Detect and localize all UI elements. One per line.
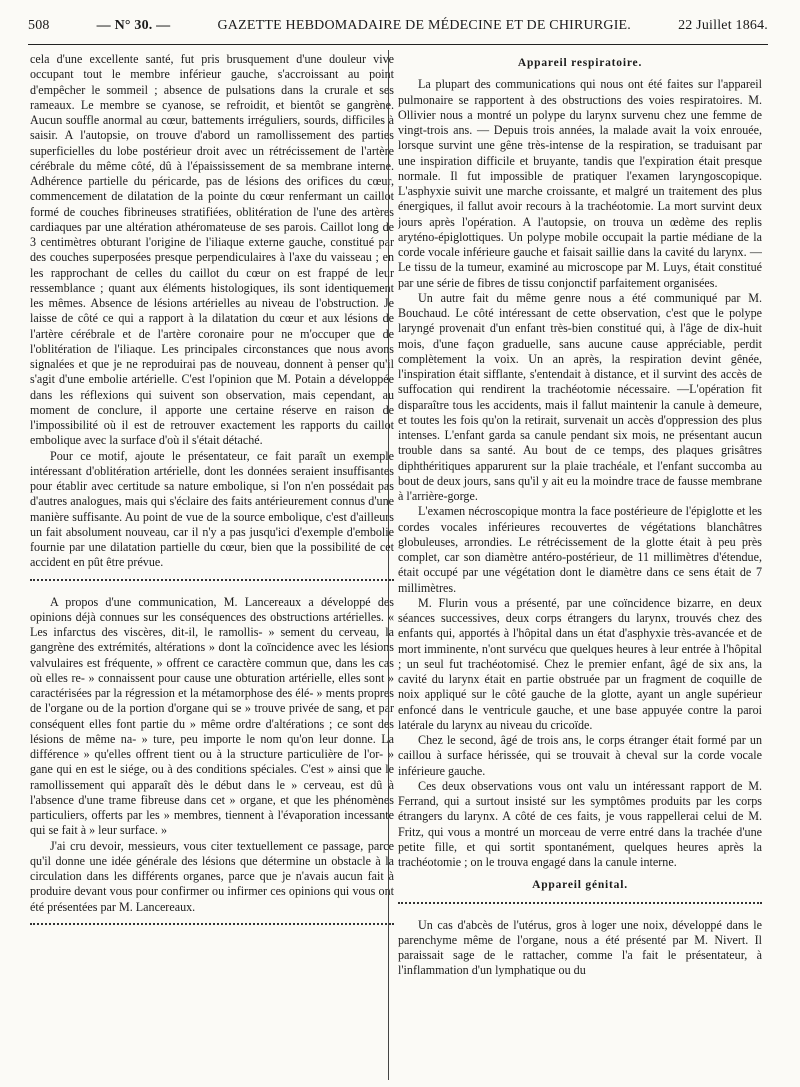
right-paragraph-2: Un autre fait du même genre nous a été communiqué par M. Bouchaud. Le côté intéressant de cette observation, c'est que le polype laryngé provenait d'un enfant très-bien constitué qui, à l'âge de dix-huit mois, d'une façon graduelle, sans aucune cause appréciable, perdit complètement la voix. Un an après, la respiration devint gênée, l'inspiration était sifflante, s'entendait à distance, et il survint des accès de suffocation qui rendirent la trachéotomie nécessaire. —L'opération fit disparaître tous les accidents, mais il fallut maintenir la canule à demeure, et toutes les fois qu'on la retirait, survenait un accès d'oppression des plus intenses. L'enfant garda sa canule pendant six mois, ne présentant aucun trouble dans sa santé. Au bout de ce temps, des plaques grisâtres diphthéritiques apparurent sur la plaie trachéale, et l'enfant succomba au bout de deux jours, sans qu'il y ait eu la moindre trace de fausse membrane à l'arrière-gorge. [398,290,762,503]
right-paragraph-7: Un cas d'abcès de l'utérus, gros à loger une noix, développé dans le parenchyme même de l'organe, nous a été présenté par M. Nivert. Il paraissait sage de le rattacher, comme l'a fait le présentateur, à l'inflammation d'un lymphatique ou du [398,917,762,978]
left-paragraph-4: J'ai cru devoir, messieurs, vous citer textuellement ce passage, parce qu'il donne une idée générale des lésions que détermine un obstacle à la circulation dans les différents organes, parce que je n'avais aucun fait à produire devant vous pour confirmer ou infirmer ces opinions qui vous ont été présentées par M. Lancereaux. [30,838,394,914]
right-paragraph-3: L'examen nécroscopique montra la face postérieure de l'épiglotte et les cordes vocales inférieures recouvertes de végétations blanchâtres globuleuses, arrondies. Le rétrécissement de la glotte était à peu près complet, car son diamètre antéro-postérieur, de 11 millimètres d'étendue, était occupé par une végétation dont le diamètre dans ce sens était de 7 millimètres. [398,504,762,595]
left-paragraph-2: Pour ce motif, ajoute le présentateur, ce fait paraît un exemple intéressant d'oblitération artérielle, dont les données seraient insuffisantes pour établir avec certitude sa nature embolique, si l'on n'en possédait pas d'autres analogues, mais qui s'éclaire des faits antérieurement connus d'une manière suffisante. Au point de vue de la source embolique, c'est d'ailleurs un fait absolument nouveau, car il n'y a pas jusqu'ici d'exemple d'embolie fournie par une dilatation partielle du cœur, bien que la possibilité de cet accident en pût être prévue. [30,448,394,570]
section-separator [398,902,762,910]
issue-date: 22 Juillet 1864. [678,18,768,33]
header-rule [28,44,768,45]
journal-title: GAZETTE HEBDOMADAIRE DE MÉDECINE ET DE CHIRURGIE. [217,18,632,33]
left-paragraph-3: A propos d'une communication, M. Lancereaux a développé des opinions déjà connues sur les conséquences des obstructions artérielles. « Les infarctus des viscères, dit-il, le ramollis- » sement du cerveau, la gangrène des extrémités, altérations » dont la coïncidence avec les lésions valvulaires est fréquente, » offrent ce caractère commun que, dans les cas où elles re- » connaissent pour cause une obturation artérielle, elles sont » caractérisées par la régression et la métamorphose des élé- » ments propres de l'organe ou de la portion d'organe qui se » trouve privée de sang, et par conséquent elles font partie du » même ordre d'altérations ; ce sont des lésions de même na- » ture, peu importe le nom qu'on leur donne. La différence » qu'elles offrent tient ou à la structure particulière de l'or- » gane qui en est le siége, ou à des conditions spéciales. C'est » ainsi que le ramollissement qui apparaît dès le début dans le » cerveau, est dû à l'absence d'une trame fibreuse dans cet » organe, et que les phénomènes particuliers, offerts par les » membres, tiennent à l'évaporation incessante qui se fait à » leur surface. » [30,594,394,838]
section-heading-genital: Appareil génital. [532,879,628,892]
right-column [398,52,762,1082]
section-separator [30,579,394,587]
page-number: 508 [28,18,50,33]
page-header [28,18,768,44]
column-divider [388,50,389,1080]
issue-number: — N° 30. — [96,18,171,33]
right-paragraph-5: Chez le second, âgé de trois ans, le corps étranger était formé par un caillou à surface hérissée, qui se trouvait à cheval sur la corde vocale inférieure gauche. [398,733,762,778]
right-paragraph-6: Ces deux observations vous ont valu un intéressant rapport de M. Ferrand, qui a surtout insisté sur les symptômes produits par les corps étrangers du larynx. A côté de ces faits, je vous rappellerai celui de M. Fritz, qui vous a montré un morceau de verre entré dans la trachée d'une petite fille, et qui sortit spontanément, quelques heures après la trachéotomie ; on le trouva engagé dans la canule interne. [398,778,762,869]
left-column [30,52,394,1082]
right-paragraph-4: M. Flurin vous a présenté, par une coïncidence bizarre, en deux séances successives, deux corps étrangers du larynx, trouvés chez des enfants qui, apportés à l'hôpital dans un état d'asphyxie très-avancée et de mort imminente, n'ont survécu que quelques heures à leur entrée à l'hôpital ; un seul fut trachéotomisé. Chez le premier enfant, âgé de six ans, la cavité du larynx était en partie obstruée par un fragment de coquille de noix appliqué sur le côté gauche de la glotte, ayant un angle supérieur enfoncé dans le ventricule gauche, et une base appuyée contre la paroi latérale du larynx au niveau du cricoïde. [398,595,762,732]
section-heading-respiratory: Appareil respiratoire. [517,57,643,69]
left-paragraph-1: cela d'une excellente santé, fut pris brusquement d'une douleur vive occupant tout le membre inférieur gauche, s'accroissant au point d'empêcher le sommeil ; absence de pulsations dans la crurale et ses rameaux. Le membre se cyanose, se refroidit, et bientôt se gangrène. Aucun souffle anormal au cœur, battements irréguliers, sourds, difficiles à saisir. A l'autopsie, on trouve d'abord un ramollissement des parties superficielles du lobe postérieur droit avec un rétrécissement de l'artère cérébrale du même côté, dû à l'épaississement de sa membrane interne. Adhérence partielle du péricarde, pas de lésions des orifices du cœur, commencement de dilatation de la pointe du cœur renfermant un caillot formé de couches fibrineuses stratifiées, oblitération de l'une des artères cardiaques par une altération athéromateuse de ses parois. Caillot long de 3 centimètres obturant l'origine de l'iliaque externe gauche, constitué par des couches superposées presque perpendiculaires à l'axe du vaisseau ; en les rapprochant de celles du caillot du cœur on est frappé de leur ressemblance ; quant aux éléments histologiques, ils sont identiquement les mêmes. Absence de lésions artérielles au niveau de l'obstruction. Je laisse de côté ce qui a rapport à la dilatation du cœur et aux lésions de l'artère cérébrale et de l'artère coronaire pour ne m'occuper que de l'oblitération de l'iliaque. Les principales circonstances que nous avons signalées et que je ne reproduirai pas de nouveau, donnent à penser qu'il s'agit d'une embolie artérielle. C'est l'opinion que M. Potain a développée dans les réflexions qui suivent son observation, mais cependant, au moment de conclure, il apporte une certaine réserve en raison de l'impossibilité où il est de retrouver exactement les rapports du caillot embolique avec la surface d'où il s'était détaché. [30,52,394,448]
right-paragraph-1: La plupart des communications qui nous ont été faites sur l'appareil pulmonaire se rapportent à des obstructions des voies respiratoires. M. Ollivier nous a montré un polype du larynx survenu chez une femme de vingt-trois ans. — Depuis trois années, la malade avait la voix enrouée, lorsque survint une gêne très-intense de la respiration, se traduisant par une inspiration difficile et bruyante, tandis que l'expiration était presque normale. Il fut impossible de pratiquer l'examen laryngoscopique. L'asphyxie suivit une marche croissante, et malgré un traitement des plus énergiques, il fallut avoir recours à la trachéotomie. La mort survint deux jours après l'opération. A l'autopsie, on trouva un œdème des replis aryténo-épiglottiques. Un polype mobile occupait la partie médiane de la corde vocale inférieure gauche et faisait saillie dans la cavité du larynx. — Le tissu de la tumeur, examiné au microscope par M. Luys, était constitué par une série de fibres de tissu conjonctif parfaitement organisées. [398,77,762,290]
section-separator [30,923,394,931]
